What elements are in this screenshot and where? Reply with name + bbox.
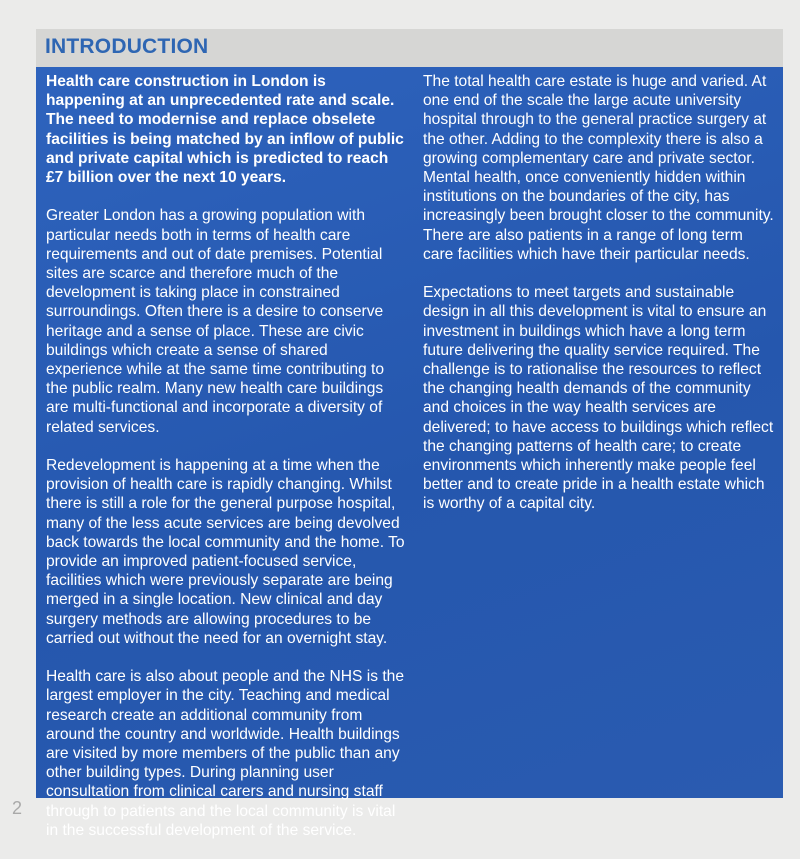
right-column	[423, 72, 775, 533]
page-title: INTRODUCTION	[45, 35, 209, 58]
body-paragraph: The total health care estate is huge and varied. At one end of the scale the large acute university hospital through to the general practice surgery at the other. Adding to the complexity there is also a growing complementary care and private sector. Mental health, once conveniently hidden within institutions on the boundaries of the city, has increasingly been brought closer to the community. There are also patients in a range of long term care facilities which have their particular needs.	[423, 73, 774, 263]
title-bar	[36, 29, 783, 67]
body-paragraph: Expectations to meet targets and sustainable design in all this development is vital to ensure an investment in buildings which have a long term future delivering the quality service required. The challenge is to rationalise the resources to reflect the changing health demands of the community and choices in the way health services are delivered; to have access to buildings which reflect the changing patterns of health care; to create environments which inherently make people feel better and to create pride in a health estate which is worthy of a capital city.	[423, 284, 774, 513]
left-column	[46, 72, 406, 859]
page-number: 2	[12, 798, 23, 818]
body-paragraph: Health care is also about people and the NHS is the largest employer in the city. Teaching and medical research create an additional community from around the country and worldwide. Health buildings are visited by more members of the public than any other building types. During planning user consultation from clinical carers and nursing staff through to patients and the local community is vital in the successful development of the service.	[46, 668, 405, 839]
content-panel	[36, 67, 783, 839]
lead-paragraph: Health care construction in London is happening at an unprecedented rate and scale. The need to modernise and replace obselete facilities is being matched by an inflow of public and private capital which is predicted to reach £7 billion over the next 10 years.	[46, 73, 404, 187]
body-paragraph: Greater London has a growing population with particular needs both in terms of health care requirements and out of date premises. Potential sites are scarce and therefore much of the development is taking place in constrained surroundings. Often there is a desire to conserve heritage and a sense of place. These are civic buildings which create a sense of shared experience while at the same time contributing to the public realm. Many new health care buildings are multi-functional and incorporate a diversity of related services.	[46, 207, 385, 436]
body-paragraph: Redevelopment is happening at a time when the provision of health care is rapidly changing. Whilst there is still a role for the general purpose hospital, many of the less acute services are being devolved back towards the local community and the home. To provide an improved patient-focused service, facilities which were previously separate are being merged in a single location. New clinical and day surgery methods are allowing procedures to be carried out without the need for an overnight stay.	[46, 457, 405, 647]
